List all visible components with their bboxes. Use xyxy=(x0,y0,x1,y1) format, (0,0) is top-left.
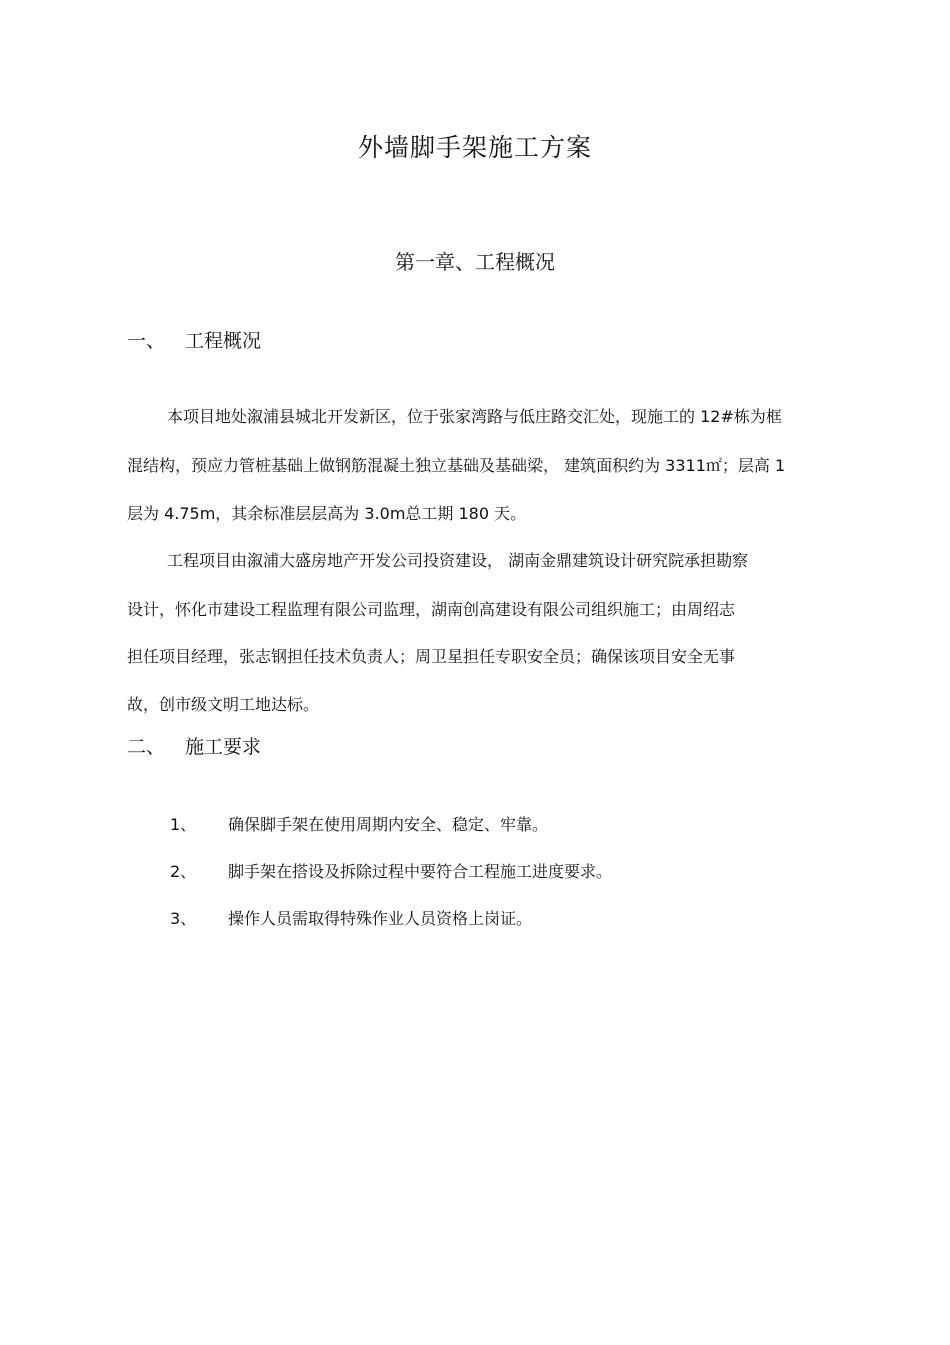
section-number: 二、 xyxy=(127,736,166,758)
section-number: 一、 xyxy=(127,330,166,352)
requirement-item xyxy=(170,812,770,836)
section-heading-text: 施工要求 xyxy=(185,736,262,758)
paragraph-1-line-3: 层为 4.75m，其余标准层层高为 3.0m总工期 180 天。 xyxy=(127,504,527,523)
document-title: 外墙脚手架施工方案 xyxy=(357,133,592,162)
paragraph-2-line-2: 设计，怀化市建设工程监理有限公司监理，湖南创高建设有限公司组织施工；由周绍志 xyxy=(127,600,736,619)
requirement-number: 3、 xyxy=(170,909,197,928)
requirement-text: 操作人员需取得特殊作业人员资格上岗证。 xyxy=(228,909,533,928)
paragraph-2-line-4: 故，创市级文明工地达标。 xyxy=(127,695,320,714)
requirement-number: 1、 xyxy=(170,815,197,834)
requirement-item xyxy=(170,859,770,883)
requirement-item xyxy=(170,906,770,930)
paragraph-2-line-1: 工程项目由溆浦大盛房地产开发公司投资建设， 湖南金鼎建筑设计研究院承担勘察 xyxy=(167,551,749,570)
section-heading-2 xyxy=(127,732,527,758)
paragraph-2-line-3: 担任项目经理，张志钢担任技术负责人；周卫星担任专职安全员；确保该项目安全无事 xyxy=(127,647,736,666)
paragraph-1-line-1: 本项目地处溆浦县城北开发新区，位于张家湾路与低庄路交汇处，现施工的 12#栋为框 xyxy=(167,407,782,426)
section-heading-text: 工程概况 xyxy=(185,330,262,352)
section-heading-1 xyxy=(127,326,527,352)
requirement-number: 2、 xyxy=(170,862,197,881)
chapter-title: 第一章、工程概况 xyxy=(395,250,555,274)
requirement-text: 确保脚手架在使用周期内安全、稳定、牢靠。 xyxy=(228,815,549,834)
requirement-text: 脚手架在搭设及拆除过程中要符合工程施工进度要求。 xyxy=(228,862,613,881)
paragraph-1-line-2: 混结构，预应力管桩基础上做钢筋混凝土独立基础及基础梁， 建筑面积约为 3311㎡；层高 1 xyxy=(127,456,786,475)
